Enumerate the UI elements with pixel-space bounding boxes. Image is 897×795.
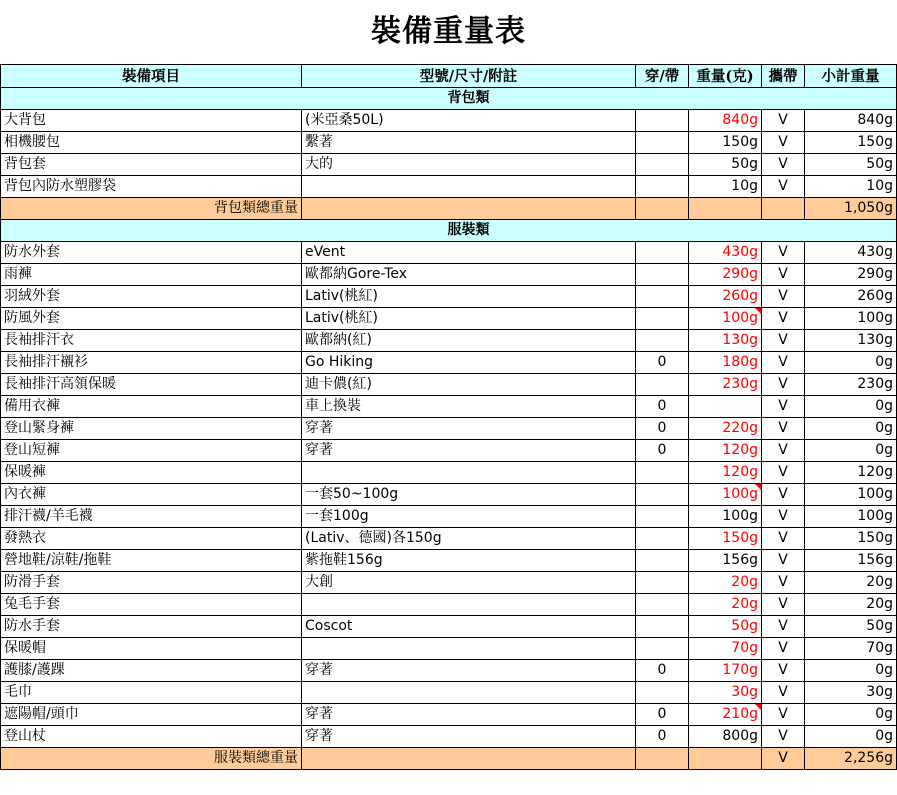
section-total-row bbox=[1, 198, 897, 220]
item-cell[interactable]: 背包套 bbox=[1, 154, 302, 176]
carry-cell[interactable]: V bbox=[762, 528, 805, 550]
item-cell[interactable]: 登山緊身褲 bbox=[1, 418, 302, 440]
item-cell[interactable]: 兔毛手套 bbox=[1, 594, 302, 616]
carry-cell[interactable]: V bbox=[762, 484, 805, 506]
item-cell[interactable]: 相機腰包 bbox=[1, 132, 302, 154]
wear-cell[interactable] bbox=[636, 594, 689, 616]
item-cell[interactable]: 保暖褲 bbox=[1, 462, 302, 484]
item-cell[interactable]: 備用衣褲 bbox=[1, 396, 302, 418]
weight-cell[interactable]: 290g bbox=[689, 264, 762, 286]
table-row bbox=[1, 396, 897, 418]
table-row bbox=[1, 330, 897, 352]
subtotal-cell[interactable]: 840g bbox=[805, 110, 897, 132]
table-row bbox=[1, 638, 897, 660]
table-row bbox=[1, 418, 897, 440]
wear-cell[interactable] bbox=[636, 286, 689, 308]
section-total-label[interactable]: 背包類總重量 bbox=[1, 198, 302, 220]
weight-cell[interactable]: 430g bbox=[689, 242, 762, 264]
subtotal-cell[interactable]: 50g bbox=[805, 616, 897, 638]
subtotal-cell[interactable]: 0g bbox=[805, 440, 897, 462]
model-cell[interactable]: 穿著 bbox=[302, 726, 636, 748]
model-cell[interactable]: 歐都納Gore-Tex bbox=[302, 264, 636, 286]
table-row bbox=[1, 110, 897, 132]
total-model-cell[interactable] bbox=[302, 198, 636, 220]
page-title: 裝備重量表 bbox=[371, 14, 526, 49]
model-cell[interactable]: 車上換裝 bbox=[302, 396, 636, 418]
item-cell[interactable]: 內衣褲 bbox=[1, 484, 302, 506]
weight-cell[interactable]: 50g bbox=[689, 616, 762, 638]
model-cell[interactable]: 一套50~100g bbox=[302, 484, 636, 506]
carry-cell[interactable]: V bbox=[762, 330, 805, 352]
table-row bbox=[1, 462, 897, 484]
category-label[interactable]: 背包類 bbox=[302, 88, 636, 110]
section-total-row bbox=[1, 748, 897, 770]
carry-cell[interactable]: V bbox=[762, 660, 805, 682]
subtotal-cell[interactable]: 100g bbox=[805, 308, 897, 330]
subtotal-cell[interactable]: 150g bbox=[805, 528, 897, 550]
wear-cell[interactable]: 0 bbox=[636, 352, 689, 374]
weight-cell[interactable]: 156g bbox=[689, 550, 762, 572]
model-cell[interactable]: (米亞桑50L) bbox=[302, 110, 636, 132]
header-row bbox=[1, 65, 897, 88]
carry-cell[interactable]: V bbox=[762, 418, 805, 440]
weight-cell[interactable]: 20g bbox=[689, 572, 762, 594]
category-label[interactable]: 服裝類 bbox=[302, 220, 636, 242]
subtotal-cell[interactable]: 50g bbox=[805, 154, 897, 176]
total-weight-cell[interactable] bbox=[689, 198, 762, 220]
carry-cell[interactable]: V bbox=[762, 396, 805, 418]
item-cell[interactable]: 防滑手套 bbox=[1, 572, 302, 594]
carry-cell[interactable]: V bbox=[762, 352, 805, 374]
category-blank-left[interactable] bbox=[1, 88, 302, 110]
weight-cell[interactable]: 800g bbox=[689, 726, 762, 748]
total-model-cell[interactable] bbox=[302, 748, 636, 770]
weight-cell[interactable]: 120g bbox=[689, 440, 762, 462]
wear-cell[interactable] bbox=[636, 506, 689, 528]
wear-cell[interactable] bbox=[636, 484, 689, 506]
table-row bbox=[1, 440, 897, 462]
model-cell[interactable] bbox=[302, 176, 636, 198]
weight-cell[interactable]: 70g bbox=[689, 638, 762, 660]
header-carry[interactable]: 攜帶 bbox=[762, 65, 805, 88]
subtotal-cell[interactable]: 260g bbox=[805, 286, 897, 308]
carry-cell[interactable]: V bbox=[762, 704, 805, 726]
item-cell[interactable]: 長袖排汗高領保暖 bbox=[1, 374, 302, 396]
carry-cell[interactable]: V bbox=[762, 550, 805, 572]
model-cell[interactable] bbox=[302, 638, 636, 660]
item-cell[interactable]: 護膝/護踝 bbox=[1, 660, 302, 682]
category-blank-right[interactable] bbox=[636, 220, 897, 242]
item-cell[interactable]: 登山杖 bbox=[1, 726, 302, 748]
carry-cell[interactable]: V bbox=[762, 264, 805, 286]
carry-cell[interactable]: V bbox=[762, 110, 805, 132]
section-total-label[interactable]: 服裝類總重量 bbox=[1, 748, 302, 770]
header-item[interactable]: 裝備項目 bbox=[1, 65, 302, 88]
category-blank-left[interactable] bbox=[1, 220, 302, 242]
wear-cell[interactable] bbox=[636, 572, 689, 594]
wear-cell[interactable] bbox=[636, 550, 689, 572]
weight-cell[interactable]: 100g bbox=[689, 308, 762, 330]
table-row bbox=[1, 616, 897, 638]
table-row bbox=[1, 726, 897, 748]
total-carry-cell[interactable]: V bbox=[762, 748, 805, 770]
weight-cell[interactable]: 130g bbox=[689, 330, 762, 352]
wear-cell[interactable] bbox=[636, 110, 689, 132]
model-cell[interactable]: 一套100g bbox=[302, 506, 636, 528]
model-cell[interactable]: eVent bbox=[302, 242, 636, 264]
table-row bbox=[1, 550, 897, 572]
weight-cell[interactable]: 100g bbox=[689, 484, 762, 506]
item-cell[interactable]: 發熱衣 bbox=[1, 528, 302, 550]
table-row bbox=[1, 660, 897, 682]
model-cell[interactable]: 穿著 bbox=[302, 660, 636, 682]
model-cell[interactable]: 歐都納(紅) bbox=[302, 330, 636, 352]
item-cell[interactable]: 排汗襪/羊毛襪 bbox=[1, 506, 302, 528]
model-cell[interactable]: 迪卡儂(紅) bbox=[302, 374, 636, 396]
table-body bbox=[1, 65, 897, 770]
model-cell[interactable]: 紫拖鞋156g bbox=[302, 550, 636, 572]
subtotal-cell[interactable]: 30g bbox=[805, 682, 897, 704]
wear-cell[interactable] bbox=[636, 638, 689, 660]
subtotal-cell[interactable]: 430g bbox=[805, 242, 897, 264]
model-cell[interactable]: 大創 bbox=[302, 572, 636, 594]
item-cell[interactable]: 羽絨外套 bbox=[1, 286, 302, 308]
carry-cell[interactable]: V bbox=[762, 616, 805, 638]
header-subtotal[interactable]: 小計重量 bbox=[805, 65, 897, 88]
section-total-value[interactable]: 2,256g bbox=[805, 748, 897, 770]
category-row bbox=[1, 220, 897, 242]
weight-cell[interactable]: 260g bbox=[689, 286, 762, 308]
subtotal-cell[interactable]: 10g bbox=[805, 176, 897, 198]
wear-cell[interactable] bbox=[636, 616, 689, 638]
carry-cell[interactable]: V bbox=[762, 638, 805, 660]
wear-cell[interactable]: 0 bbox=[636, 396, 689, 418]
table-row bbox=[1, 704, 897, 726]
subtotal-cell[interactable]: 0g bbox=[805, 704, 897, 726]
table-row bbox=[1, 176, 897, 198]
table-row bbox=[1, 352, 897, 374]
subtotal-cell[interactable]: 0g bbox=[805, 726, 897, 748]
total-wear-cell[interactable] bbox=[636, 198, 689, 220]
table-row bbox=[1, 506, 897, 528]
item-cell[interactable]: 防風外套 bbox=[1, 308, 302, 330]
table-row bbox=[1, 484, 897, 506]
wear-cell[interactable]: 0 bbox=[636, 660, 689, 682]
subtotal-cell[interactable]: 230g bbox=[805, 374, 897, 396]
model-cell[interactable] bbox=[302, 462, 636, 484]
model-cell[interactable]: Coscot bbox=[302, 616, 636, 638]
item-cell[interactable]: 營地鞋/涼鞋/拖鞋 bbox=[1, 550, 302, 572]
carry-cell[interactable]: V bbox=[762, 308, 805, 330]
section-total-value[interactable]: 1,050g bbox=[805, 198, 897, 220]
weight-cell[interactable]: 210g bbox=[689, 704, 762, 726]
table-row bbox=[1, 572, 897, 594]
header-model[interactable]: 型號/尺寸/附註 bbox=[302, 65, 636, 88]
wear-cell[interactable] bbox=[636, 682, 689, 704]
weight-cell[interactable]: 230g bbox=[689, 374, 762, 396]
carry-cell[interactable]: V bbox=[762, 440, 805, 462]
header-weight[interactable]: 重量(克) bbox=[689, 65, 762, 88]
model-cell[interactable]: 繫著 bbox=[302, 132, 636, 154]
wear-cell[interactable]: 0 bbox=[636, 418, 689, 440]
subtotal-cell[interactable]: 0g bbox=[805, 418, 897, 440]
item-cell[interactable]: 登山短褲 bbox=[1, 440, 302, 462]
subtotal-cell[interactable]: 156g bbox=[805, 550, 897, 572]
subtotal-cell[interactable]: 130g bbox=[805, 330, 897, 352]
carry-cell[interactable]: V bbox=[762, 594, 805, 616]
wear-cell[interactable] bbox=[636, 132, 689, 154]
item-cell[interactable]: 雨褲 bbox=[1, 264, 302, 286]
model-cell[interactable]: 穿著 bbox=[302, 418, 636, 440]
model-cell[interactable] bbox=[302, 682, 636, 704]
wear-cell[interactable] bbox=[636, 462, 689, 484]
item-cell[interactable]: 大背包 bbox=[1, 110, 302, 132]
carry-cell[interactable]: V bbox=[762, 572, 805, 594]
wear-cell[interactable] bbox=[636, 330, 689, 352]
carry-cell[interactable]: V bbox=[762, 176, 805, 198]
weight-cell[interactable]: 180g bbox=[689, 352, 762, 374]
weight-cell[interactable]: 170g bbox=[689, 660, 762, 682]
subtotal-cell[interactable]: 0g bbox=[805, 396, 897, 418]
wear-cell[interactable] bbox=[636, 242, 689, 264]
model-cell[interactable]: 穿著 bbox=[302, 704, 636, 726]
wear-cell[interactable] bbox=[636, 176, 689, 198]
subtotal-cell[interactable]: 0g bbox=[805, 660, 897, 682]
item-cell[interactable]: 防水外套 bbox=[1, 242, 302, 264]
weight-cell[interactable] bbox=[689, 396, 762, 418]
subtotal-cell[interactable]: 120g bbox=[805, 462, 897, 484]
header-wear[interactable]: 穿/帶 bbox=[636, 65, 689, 88]
carry-cell[interactable]: V bbox=[762, 132, 805, 154]
model-cell[interactable]: Lativ(桃紅) bbox=[302, 308, 636, 330]
model-cell[interactable] bbox=[302, 594, 636, 616]
item-cell[interactable]: 保暖帽 bbox=[1, 638, 302, 660]
category-blank-right[interactable] bbox=[636, 88, 897, 110]
subtotal-cell[interactable]: 0g bbox=[805, 352, 897, 374]
wear-cell[interactable]: 0 bbox=[636, 704, 689, 726]
weight-cell[interactable]: 10g bbox=[689, 176, 762, 198]
carry-cell[interactable]: V bbox=[762, 682, 805, 704]
table-row bbox=[1, 528, 897, 550]
table-row bbox=[1, 242, 897, 264]
item-cell[interactable]: 長袖排汗襯衫 bbox=[1, 352, 302, 374]
weight-cell[interactable]: 150g bbox=[689, 132, 762, 154]
wear-cell[interactable] bbox=[636, 308, 689, 330]
carry-cell[interactable]: V bbox=[762, 374, 805, 396]
total-weight-cell[interactable] bbox=[689, 748, 762, 770]
item-cell[interactable]: 遮陽帽/頭巾 bbox=[1, 704, 302, 726]
subtotal-cell[interactable]: 150g bbox=[805, 132, 897, 154]
equipment-weight-table bbox=[0, 64, 897, 770]
wear-cell[interactable] bbox=[636, 528, 689, 550]
carry-cell[interactable]: V bbox=[762, 462, 805, 484]
wear-cell[interactable]: 0 bbox=[636, 726, 689, 748]
weight-cell[interactable]: 150g bbox=[689, 528, 762, 550]
model-cell[interactable]: Lativ(桃紅) bbox=[302, 286, 636, 308]
subtotal-cell[interactable]: 70g bbox=[805, 638, 897, 660]
carry-cell[interactable]: V bbox=[762, 506, 805, 528]
weight-cell[interactable]: 840g bbox=[689, 110, 762, 132]
wear-cell[interactable] bbox=[636, 264, 689, 286]
table-row bbox=[1, 286, 897, 308]
carry-cell[interactable]: V bbox=[762, 286, 805, 308]
table-row bbox=[1, 132, 897, 154]
subtotal-cell[interactable]: 100g bbox=[805, 484, 897, 506]
weight-cell[interactable]: 100g bbox=[689, 506, 762, 528]
table-row bbox=[1, 374, 897, 396]
subtotal-cell[interactable]: 20g bbox=[805, 572, 897, 594]
weight-cell[interactable]: 30g bbox=[689, 682, 762, 704]
carry-cell[interactable]: V bbox=[762, 726, 805, 748]
model-cell[interactable]: 大的 bbox=[302, 154, 636, 176]
model-cell[interactable]: 穿著 bbox=[302, 440, 636, 462]
weight-cell[interactable]: 120g bbox=[689, 462, 762, 484]
subtotal-cell[interactable]: 20g bbox=[805, 594, 897, 616]
table-row bbox=[1, 264, 897, 286]
wear-cell[interactable] bbox=[636, 154, 689, 176]
wear-cell[interactable] bbox=[636, 374, 689, 396]
carry-cell[interactable]: V bbox=[762, 242, 805, 264]
subtotal-cell[interactable]: 290g bbox=[805, 264, 897, 286]
item-cell[interactable]: 防水手套 bbox=[1, 616, 302, 638]
weight-cell[interactable]: 20g bbox=[689, 594, 762, 616]
category-row bbox=[1, 88, 897, 110]
item-cell[interactable]: 背包內防水塑膠袋 bbox=[1, 176, 302, 198]
total-wear-cell[interactable] bbox=[636, 748, 689, 770]
model-cell[interactable]: Go Hiking bbox=[302, 352, 636, 374]
table-row bbox=[1, 682, 897, 704]
total-carry-cell[interactable] bbox=[762, 198, 805, 220]
table-row bbox=[1, 308, 897, 330]
weight-cell[interactable]: 50g bbox=[689, 154, 762, 176]
carry-cell[interactable]: V bbox=[762, 154, 805, 176]
item-cell[interactable]: 毛巾 bbox=[1, 682, 302, 704]
item-cell[interactable]: 長袖排汗衣 bbox=[1, 330, 302, 352]
wear-cell[interactable]: 0 bbox=[636, 440, 689, 462]
model-cell[interactable]: (Lativ、德國)各150g bbox=[302, 528, 636, 550]
subtotal-cell[interactable]: 100g bbox=[805, 506, 897, 528]
table-row bbox=[1, 594, 897, 616]
table-row bbox=[1, 154, 897, 176]
weight-cell[interactable]: 220g bbox=[689, 418, 762, 440]
